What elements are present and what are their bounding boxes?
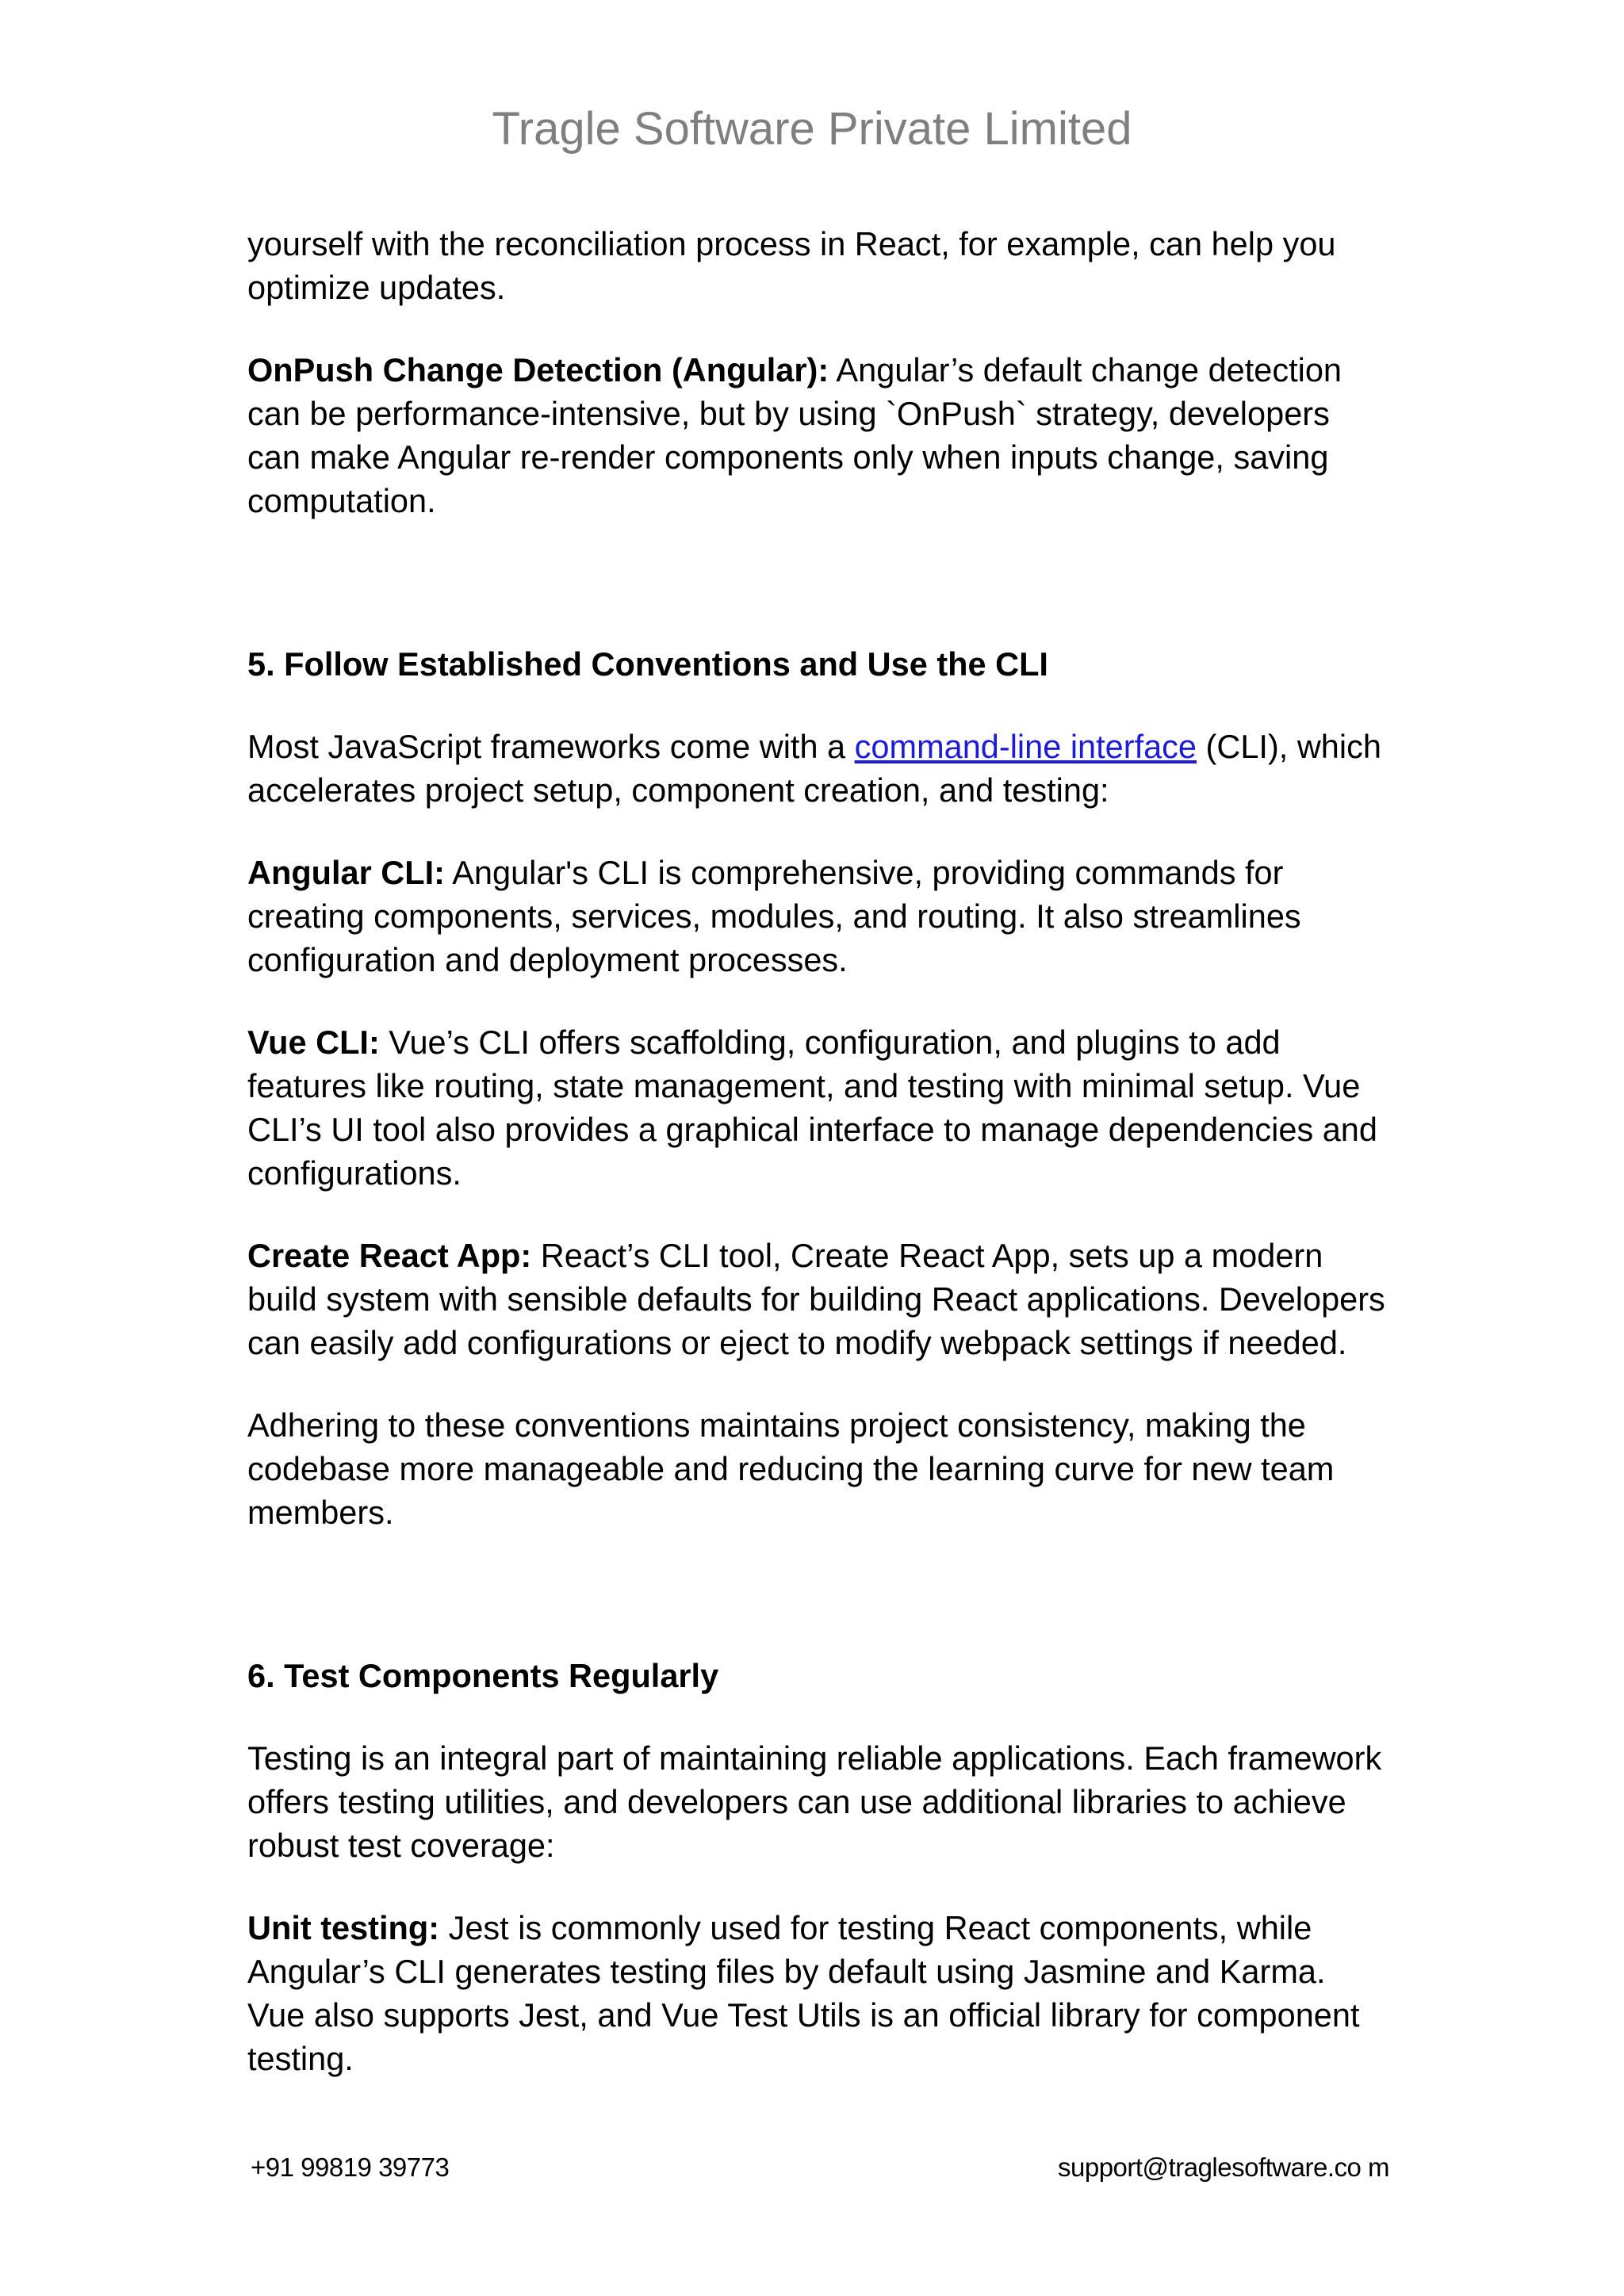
vue-cli-text: Vue’s CLI offers scaffolding, configuration, and plugins to add features like routing, state management, and testing with minimal setup. Vue CLI’s UI tool also provides a graphical interface to manage dependencies and configurations.: [247, 1024, 1377, 1192]
vue-cli-label: Vue CLI:: [247, 1024, 380, 1061]
document-body: [247, 222, 1389, 2080]
angular-cli-text: Angular's CLI is comprehensive, providing commands for creating components, services, modules, and routing. It also streamlines configuration and deployment processes.: [247, 854, 1301, 978]
section-spacer: [247, 1534, 1389, 1654]
section5-conclusion: Adhering to these conventions maintains project consistency, making the codebase more manageable and reducing the learning curve for new team members.: [247, 1406, 1335, 1531]
cra-label: Create React App:: [247, 1237, 532, 1274]
section5-intro-before: Most JavaScript frameworks come with a: [247, 728, 855, 765]
angular-cli-paragraph: [247, 851, 1389, 982]
section5-intro-after: (CLI), which accelerates project setup, component creation, and testing:: [247, 728, 1381, 809]
cra-text: React’s CLI tool, Create React App, sets up a modern build system with sensible defaults for building React applications. Developers can easily add configurations or eject to modify webpack settings if needed.: [247, 1237, 1385, 1361]
header-company-name: Tragle Software Private Limited: [492, 103, 1132, 155]
section6-heading: 6. Test Components Regularly: [247, 1657, 719, 1694]
onpush-label: OnPush Change Detection (Angular):: [247, 351, 829, 388]
angular-cli-label: Angular CLI:: [247, 854, 445, 891]
footer-email: support@traglesoftware.co m: [1057, 2152, 1389, 2182]
section6-intro: Testing is an integral part of maintaining reliable applications. Each framework offers testing utilities, and developers can use additional libraries to achieve robust test coverage:: [247, 1739, 1382, 1864]
section5-intro: [247, 725, 1389, 812]
footer: [251, 2152, 1389, 2183]
unit-testing-text: Jest is commonly used for testing React components, while Angular’s CLI generates testing files by default using Jasmine and Karma. Vue also supports Jest, and Vue Test Utils is an official library for component testing.: [247, 1909, 1360, 2077]
unit-testing-paragraph: [247, 1906, 1389, 2080]
footer-phone: +91 99819 39773: [251, 2152, 450, 2182]
section5-heading: 5. Follow Established Conventions and Use the CLI: [247, 645, 1048, 683]
section-spacer: [247, 522, 1389, 642]
onpush-paragraph: [247, 348, 1389, 522]
onpush-text: Angular’s default change detection can be performance-intensive, but by using `OnPush` strategy, developers can make Angular re-render components only when inputs change, saving computation.: [247, 351, 1342, 519]
intro-continuation: yourself with the reconciliation process in React, for example, can help you optimize updates.: [247, 225, 1336, 306]
cli-link[interactable]: command-line interface: [854, 728, 1197, 765]
cra-paragraph: [247, 1234, 1389, 1364]
vue-cli-paragraph: [247, 1020, 1389, 1195]
unit-testing-label: Unit testing:: [247, 1909, 440, 1946]
